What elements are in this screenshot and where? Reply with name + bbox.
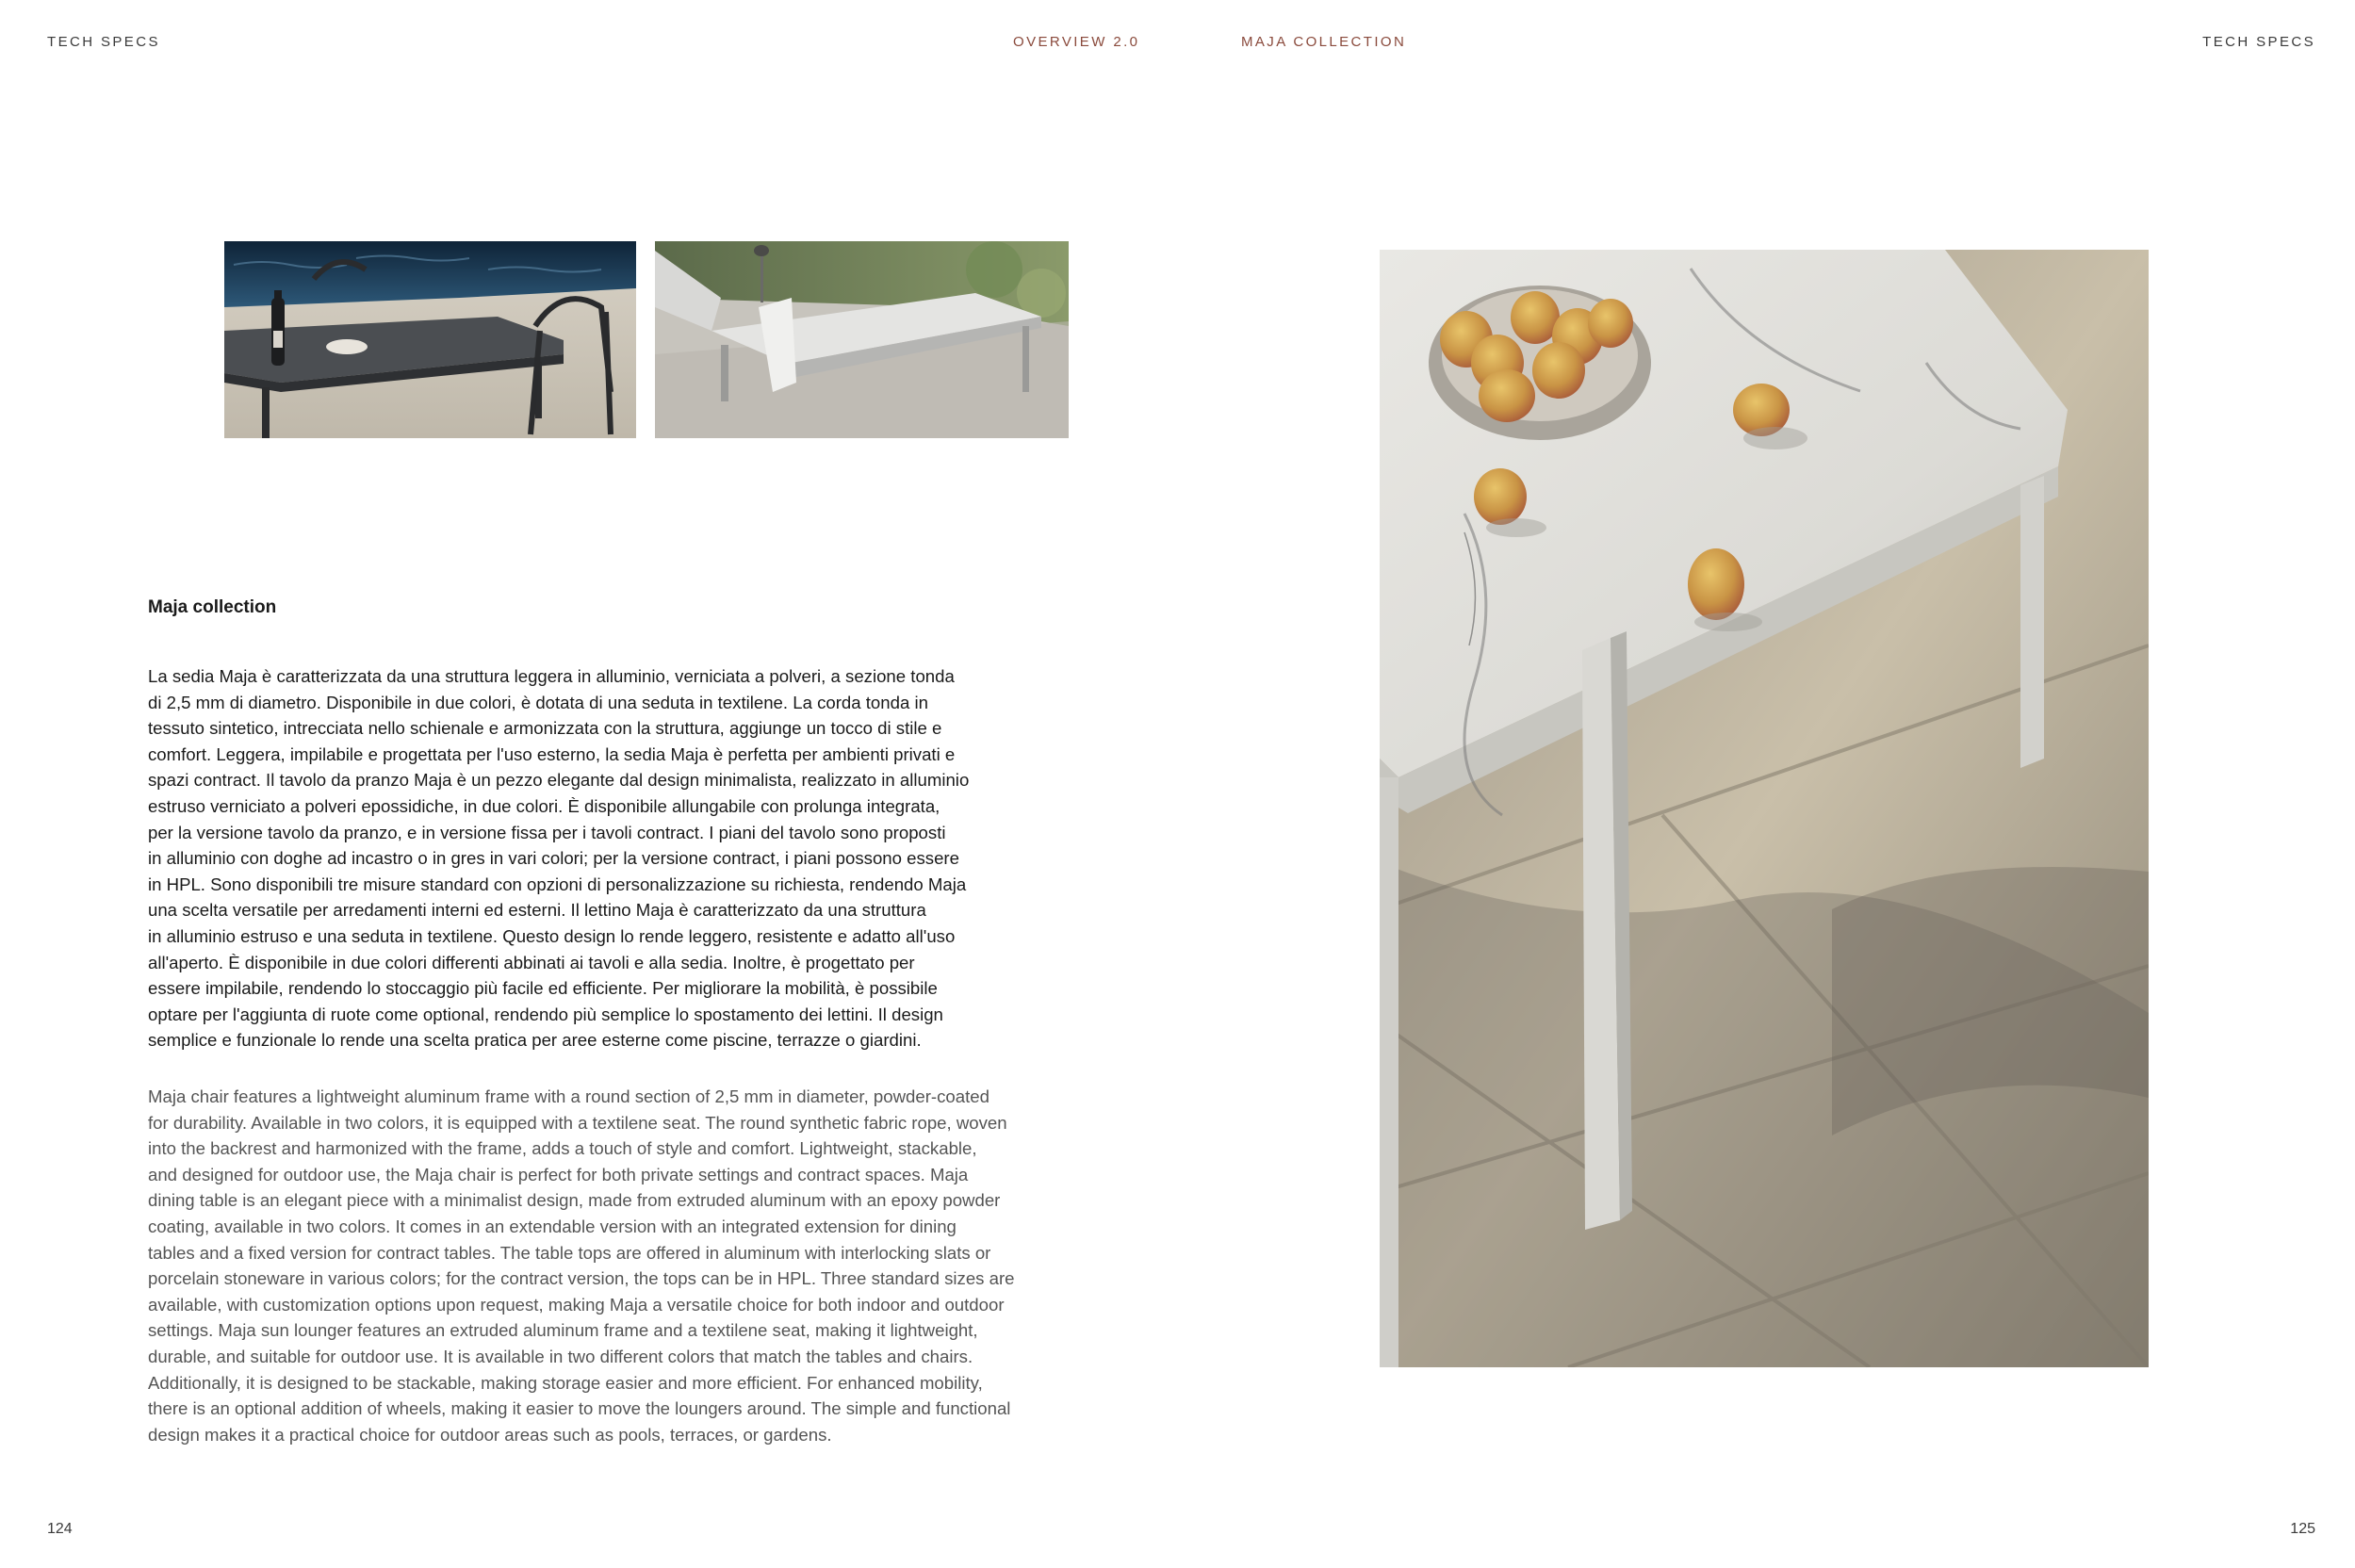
italian-text-line: spazi contract. Il tavolo da pranzo Maja è un pezzo elegante dal design minimalista, realizzato in alluminio [148, 770, 970, 791]
italian-text-line: una scelta versatile per arredamenti interni ed esterni. Il lettino Maja è caratterizzato da una struttura [148, 900, 926, 921]
header-overview-label: OVERVIEW 2.0 [1013, 34, 1140, 50]
italian-text-line: semplice e funzionale lo rende una scelta pratica per aree esterne come piscine, terrazze o giardini. [148, 1030, 922, 1051]
english-text-line: tables and a fixed version for contract tables. The table tops are offered in aluminum with interlocking slats or [148, 1242, 991, 1263]
marble-table-photo [1380, 250, 2149, 1367]
italian-text-line: in alluminio con doghe ad incastro o in gres in vari colori; per la versione contract, i piani possono essere [148, 848, 959, 869]
collection-title: Maja collection [148, 597, 277, 617]
italian-text-line: estruso verniciato a polveri epossidiche, in due colori. È disponibile allungabile con prolunga integrata, [148, 795, 940, 816]
english-text-line: dining table is an elegant piece with a minimalist design, made from extruded aluminum with an epoxy powder [148, 1190, 1001, 1211]
italian-text-line: di 2,5 mm di diametro. Disponibile in due colori, è dotata di una seduta in textilene. La corda tonda in [148, 692, 928, 712]
italian-text-line: La sedia Maja è caratterizzata da una struttura leggera in alluminio, verniciata a polveri, a sezione tonda [148, 666, 955, 686]
header-collection-label: MAJA COLLECTION [1241, 34, 1407, 50]
english-text-line: available, with customization options upon request, making Maja a versatile choice for both indoor and outdoor [148, 1294, 1005, 1315]
italian-text-line: all'aperto. È disponibile in due colori differenti abbinati ai tavoli e alla sedia. Inoltre, è progettato per [148, 952, 915, 972]
italian-text-line: in HPL. Sono disponibili tre misure standard con opzioni di personalizzazione su richiesta, rendendo Maja [148, 874, 967, 894]
english-text-line: for durability. Available in two colors, it is equipped with a textilene seat. The round synthetic fabric rope, woven [148, 1112, 1007, 1133]
italian-text-line: in alluminio estruso e una seduta in textilene. Questo design lo rende leggero, resistente e adatto all'uso [148, 925, 956, 946]
page-number-left: 124 [47, 1521, 73, 1537]
italian-description [148, 663, 969, 1054]
italian-text-line: per la versione tavolo da pranzo, e in versione fissa per i tavoli contract. I piani del tavolo sono proposti [148, 822, 946, 842]
sun-lounger-photo [655, 241, 1069, 438]
english-text-line: coating, available in two colors. It comes in an extendable version with an integrated extension for dining [148, 1216, 957, 1236]
english-text-line: porcelain stoneware in various colors; for the contract version, the tops can be in HPL. Three standard sizes are [148, 1268, 1015, 1289]
dining-set-photo [224, 241, 636, 438]
english-text-line: and designed for outdoor use, the Maja chair is perfect for both private settings and contract spaces. Maja [148, 1164, 969, 1184]
english-text-line: into the backrest and harmonized with the frame, adds a touch of style and comfort. Lightweight, stackable, [148, 1138, 977, 1159]
english-text-line: settings. Maja sun lounger features an extruded aluminum frame and a textilene seat, making it lightweight, [148, 1320, 978, 1341]
italian-text-line: comfort. Leggera, impilabile e progettata per l'uso esterno, la sedia Maja è perfetta per ambienti privati e [148, 743, 956, 764]
english-description [148, 1084, 1015, 1447]
english-text-line: design makes it a practical choice for outdoor areas such as pools, terraces, or gardens. [148, 1424, 832, 1445]
italian-text-line: optare per l'aggiunta di ruote come optional, rendendo più semplice lo spostamento dei lettini. Il design [148, 1004, 943, 1024]
header-left-label: TECH SPECS [47, 34, 160, 50]
italian-text-line: essere impilabile, rendendo lo stoccaggio più facile ed efficiente. Per migliorare la mobilità, è possibile [148, 978, 938, 999]
header-right-label: TECH SPECS [2202, 34, 2315, 50]
italian-text-line: tessuto sintetico, intrecciata nello schienale e armonizzata con la struttura, aggiunge un tocco di stile e [148, 718, 942, 739]
english-text-line: Additionally, it is designed to be stackable, making storage easier and more efficient. For enhanced mobility, [148, 1372, 983, 1393]
english-text-line: durable, and suitable for outdoor use. It is available in two different colors that match the tables and chairs. [148, 1346, 973, 1366]
english-text-line: there is an optional addition of wheels, making it easier to move the loungers around. The simple and functional [148, 1398, 1011, 1419]
english-text-line: Maja chair features a lightweight aluminum frame with a round section of 2,5 mm in diameter, powder-coated [148, 1086, 989, 1106]
page-number-right: 125 [2290, 1521, 2315, 1537]
